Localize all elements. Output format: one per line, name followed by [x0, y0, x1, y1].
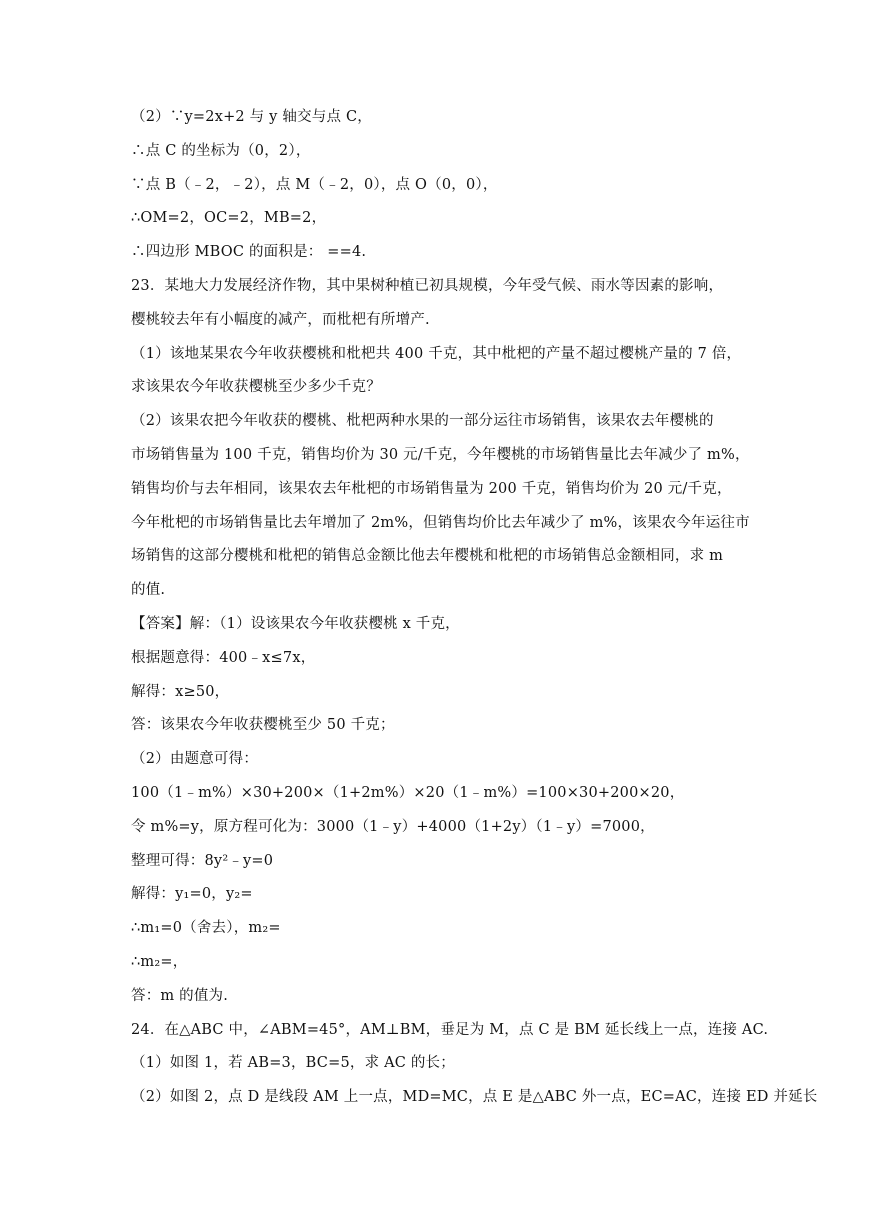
- equation-line: 解得：y₁=0，y₂=: [131, 886, 253, 903]
- answer-line: 【答案】解：（1）设该果农今年收获樱桃 x 千克，: [131, 615, 460, 632]
- problem-23-line: 23．某地大力发展经济作物，其中果树种植已初具规模，今年受气候、雨水等因素的影响，: [131, 277, 724, 294]
- text-line: ∴四边形 MBOC 的面积是： ==4.: [131, 244, 367, 261]
- text-line: ∵点 B（﹣2，﹣2），点 M（﹣2，0），点 O（0，0），: [131, 176, 498, 193]
- text-line: （2）如图 2，点 D 是线段 AM 上一点，MD=MC，点 E 是△ABC 外一点，EC=AC，连接 ED 并延长: [131, 1089, 818, 1106]
- text-line: 答：m 的值为.: [131, 987, 229, 1004]
- text-line: 樱桃较去年有小幅度的减产，而枇杷有所增产.: [131, 311, 430, 328]
- text-line: ∴OM=2，OC=2，MB=2，: [131, 210, 327, 227]
- text-line: ∴点 C 的坐标为（0，2），: [131, 142, 311, 159]
- text-line: 的值.: [131, 582, 166, 599]
- problem-24-line: 24．在△ABC 中，∠ABM=45°，AM⊥BM，垂足为 M，点 C 是 BM 延长线上一点，连接 AC.: [131, 1021, 769, 1038]
- text-line: （2）该果农把今年收获的樱桃、枇杷两种水果的一部分运往市场销售，该果农去年樱桃的: [131, 413, 714, 430]
- text-line: 市场销售量为 100 千克，销售均价为 30 元/千克，今年樱桃的市场销售量比去年减少了 m%，: [131, 446, 750, 463]
- equation-line: 令 m%=y，原方程可化为：3000（1﹣y）+4000（1+2y）（1﹣y）=7000，: [131, 818, 655, 835]
- text-line: 今年枇杷的市场销售量比去年增加了 2m%，但销售均价比去年减少了 m%，该果农今年运往市: [131, 514, 750, 531]
- equation-line: 整理可得：8y²﹣y=0: [131, 852, 274, 869]
- equation-line: 100（1﹣m%）×30+200×（1+2m%）×20（1﹣m%）=100×30+200×20，: [131, 784, 685, 801]
- text-line: 销售均价与去年相同，该果农去年枇杷的市场销售量为 200 千克，销售均价为 20 元/千克，: [131, 480, 732, 497]
- text-line: 场销售的这部分樱桃和枇杷的销售总金额比他去年樱桃和枇杷的市场销售总金额相同，求 m: [131, 548, 724, 565]
- text-line: 求该果农今年收获樱桃至少多少千克？: [131, 379, 381, 396]
- text-line: 答：该果农今年收获樱桃至少 50 千克；: [131, 717, 395, 734]
- text-line: 解得：x≥50，: [131, 683, 230, 700]
- text-line: （1）如图 1，若 AB=3，BC=5，求 AC 的长；: [131, 1055, 455, 1072]
- text-line: （1）该地某果农今年收获樱桃和枇杷共 400 千克，其中枇杷的产量不超过樱桃产量的 7 倍，: [131, 345, 742, 362]
- text-line: （2）由题意可得：: [131, 751, 259, 768]
- text-line: 根据题意得：400﹣x≤7x，: [131, 649, 316, 666]
- equation-line: ∴m₁=0（舍去），m₂=: [131, 920, 281, 937]
- equation-line: ∴m₂=，: [131, 953, 188, 970]
- text-line: （2）∵y=2x+2 与 y 轴交与点 C，: [131, 109, 372, 125]
- document-body: [131, 108, 818, 1122]
